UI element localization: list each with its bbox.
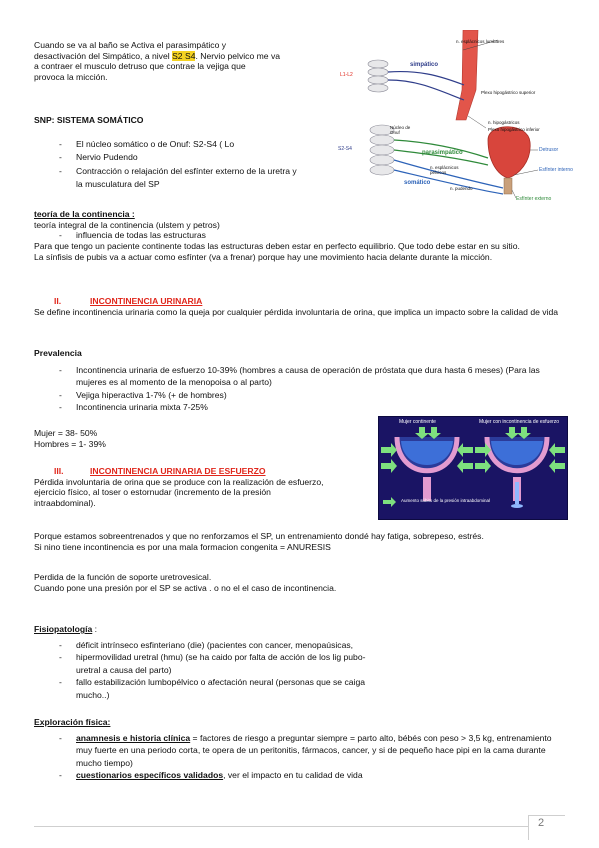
- nervous-system-illustration: [338, 30, 583, 210]
- intro-line-1: Cuando se va al baño se Activa el parasimpático y: [34, 40, 227, 50]
- fig-label-l1l2: L1-L2: [340, 72, 353, 78]
- fig-label-somatico: somático: [404, 180, 431, 186]
- list-item: - Nervio Pudendo: [34, 151, 302, 164]
- teoria-list: [34, 230, 564, 241]
- prevalencia-list: [34, 364, 552, 414]
- section-3-heading: [34, 466, 364, 477]
- fig-label-esplacnicos-pelvicos: n. esplácnicos pélvicos: [430, 165, 459, 175]
- bladder-comparison-illustration: [379, 427, 567, 509]
- page-number-box: [528, 815, 565, 840]
- exploracion-item-2-bold: cuestionarios específicos validados: [76, 770, 224, 781]
- section-2-number: II.: [54, 296, 62, 306]
- section-3-text-1: Pérdida involuntaria de orina que se produce con la realización de esfuerzo, ejercicio físico, al toser o estornudar (incremento de la presión intraabdominal).: [34, 476, 324, 509]
- prevalencia-section: [34, 348, 564, 359]
- intro-line-2: [34, 51, 339, 62]
- section-3-title: INCONTINENCIA URINARIA DE ESFUERZO: [90, 466, 266, 476]
- fig-label-simpatico: simpático: [410, 62, 439, 68]
- snp-list: [34, 138, 302, 191]
- list-item: [34, 732, 564, 769]
- list-item: - déficit intrínseco esfinteriano (die) (pacientes con cancer, menopaúsicas,: [34, 639, 374, 651]
- section-3-body-2: [34, 572, 564, 593]
- exploracion-list: [34, 732, 564, 782]
- list-item: - Contracción o relajación del esfínter externo de la uretra y la musculatura del SP: [34, 165, 302, 192]
- fig-label-esfinter-interno: Esfínter interno: [539, 167, 573, 173]
- section-esfuerzo: [34, 466, 364, 509]
- section-2-title: INCONTINENCIA URINARIA: [90, 296, 203, 306]
- prevalencia-mujer: Mujer = 38- 50%: [34, 428, 98, 438]
- section-3-body: [34, 531, 564, 552]
- fig-label-esfinter-externo: Esfínter externo: [516, 196, 552, 202]
- list-item: - Vejiga hiperactiva 1-7% (+ de hombres): [34, 389, 552, 401]
- intro-line-2-pre: desactivación del Simpático, a nivel: [34, 50, 173, 61]
- fig-label-s2s4: S2-S4: [338, 146, 352, 152]
- exploracion-item-1-rest: = factores de riesgo a preguntar siempre = parto alto, bébés con peso > 3,5 kg, entrenamiento muy fuerte en una periodo corta, te opera de un peritonitis, fármacos, cancer, y si de pequeño hace pipi en la cama durante mucho tiempo): [76, 733, 552, 768]
- fig2-caption: Aumento súbito de la presión intraabdominal: [401, 498, 491, 503]
- teoria-line-2: Para que tengo un paciente continente todas las estructuras deben estar en perfecto equilibrio. Que todo debe estar en su sitio.: [34, 241, 520, 252]
- fig-label-pudendo: n. pudendo: [450, 186, 473, 191]
- list-item: - Incontinencia urinaria de esfuerzo 10-39% (hombres a causa de operación de próstata que dura hasta 6 meses) (Para las mujeres es al momento de la menopoisa o al parto): [34, 364, 552, 389]
- section-2-heading: [34, 296, 564, 307]
- section-3-text-2: Porque estamos sobreentrenados y que no renforzamos el SP, un entrenamiento dondé hay fatiga, sobrepeso, estrés.: [34, 531, 484, 541]
- intro-line-3: a contraer el musculo detruso que contrae la vejiga que: [34, 61, 246, 72]
- prevalencia-totals: [34, 428, 234, 449]
- fig-label-parasimpatico: parasimpático: [422, 150, 463, 156]
- list-item: - Incontinencia urinaria mixta 7-25%: [34, 401, 552, 413]
- exploracion-title: Exploración física:: [34, 717, 111, 727]
- section-3-text-4: Perdida de la función de soporte uretrovesical.: [34, 572, 212, 582]
- intro-line-4: provoca la micción.: [34, 72, 108, 83]
- intro-paragraph: [34, 40, 339, 83]
- intro-line-2-post: . Nervio pelvico me va: [195, 50, 281, 61]
- fig2-left-title: Mujer continente: [399, 419, 436, 425]
- section-2-text: Se define incontinencia urinaria como la queja por cualquier pérdida involuntaria de orina, que implica un impacto sobre la calidad de vida: [34, 306, 559, 317]
- prevalencia-hombres: Hombres = 1- 39%: [34, 438, 106, 449]
- exploracion-item-1-bold: anamnesis e historia clínica: [76, 733, 191, 743]
- page-number: 2: [538, 817, 545, 829]
- section-3-text-5: Cuando pone una presión por el SP se activa . o no el el caso de incontinencia.: [34, 582, 337, 593]
- figure-bladder-comparison: [378, 416, 568, 520]
- list-item: [34, 769, 564, 781]
- snp-section: [34, 115, 304, 126]
- list-item: - influencia de todas las estructuras: [34, 230, 564, 241]
- figure-nervous-system: [338, 30, 583, 210]
- section-3-number: III.: [54, 466, 64, 476]
- footer-divider: [34, 826, 529, 827]
- fig2-right-title: Mujer con incontinencia de esfuerzo: [479, 419, 560, 425]
- fig-label-plexo-inferior: Plexo hipogástrico inferior: [488, 127, 540, 132]
- teoria-title: teoría de la continencia :: [34, 209, 135, 219]
- list-item: - hipermovilidad uretral (hmu) (se ha caido por falta de acción de los lig pubo-uretral a causa del parto): [34, 651, 374, 676]
- fisiopatologia-heading: [34, 624, 564, 635]
- fig-label-nucleo-onuf: Núcleo de Onuf: [390, 125, 411, 135]
- teoria-line-1: teoría integral de la continencia (ulstem y petros): [34, 219, 220, 230]
- fig-label-detrusor: Detrusor: [539, 147, 559, 153]
- snp-title: SNP: SISTEMA SOMÁTICO: [34, 115, 144, 125]
- fig-label-hipogastricos: n. hipogástricos: [488, 120, 520, 125]
- highlight-s2s4: S2 S4: [172, 50, 196, 61]
- fig-label-plexo-superior: Plexo hipogástrico superior: [481, 90, 536, 95]
- list-item: - fallo estabilización lumbopélvico o afectación neural (personas que se caiga mucho..): [34, 676, 374, 701]
- teoria-section: [34, 209, 564, 263]
- fisiopatologia-title-suffix: :: [92, 624, 98, 634]
- section-incontinencia: [34, 296, 564, 317]
- fisiopatologia-section: [34, 624, 564, 635]
- teoria-line-3: La sínfisis de pubis va a actuar como esfínter (va a frenar) porque hay une movimiento hacia delante durante la micción.: [34, 251, 493, 262]
- exploracion-section: [34, 717, 564, 728]
- fisiopatologia-list: [34, 639, 374, 701]
- section-3-text-3: Si nino tiene incontinencia es por una mala formacion congenita = ANURESIS: [34, 541, 331, 552]
- fisiopatologia-title: Fisiopatología: [34, 624, 93, 634]
- fig-label-esplacnicos-lumbares: n. esplácnicos lumbares: [456, 39, 505, 44]
- list-item: - El núcleo somático o de Onuf: S2-S4 ( Lo: [34, 138, 302, 151]
- prevalencia-title: Prevalencia: [34, 348, 82, 358]
- exploracion-item-2-rest: , ver el impacto en tu calidad de vida: [223, 770, 363, 781]
